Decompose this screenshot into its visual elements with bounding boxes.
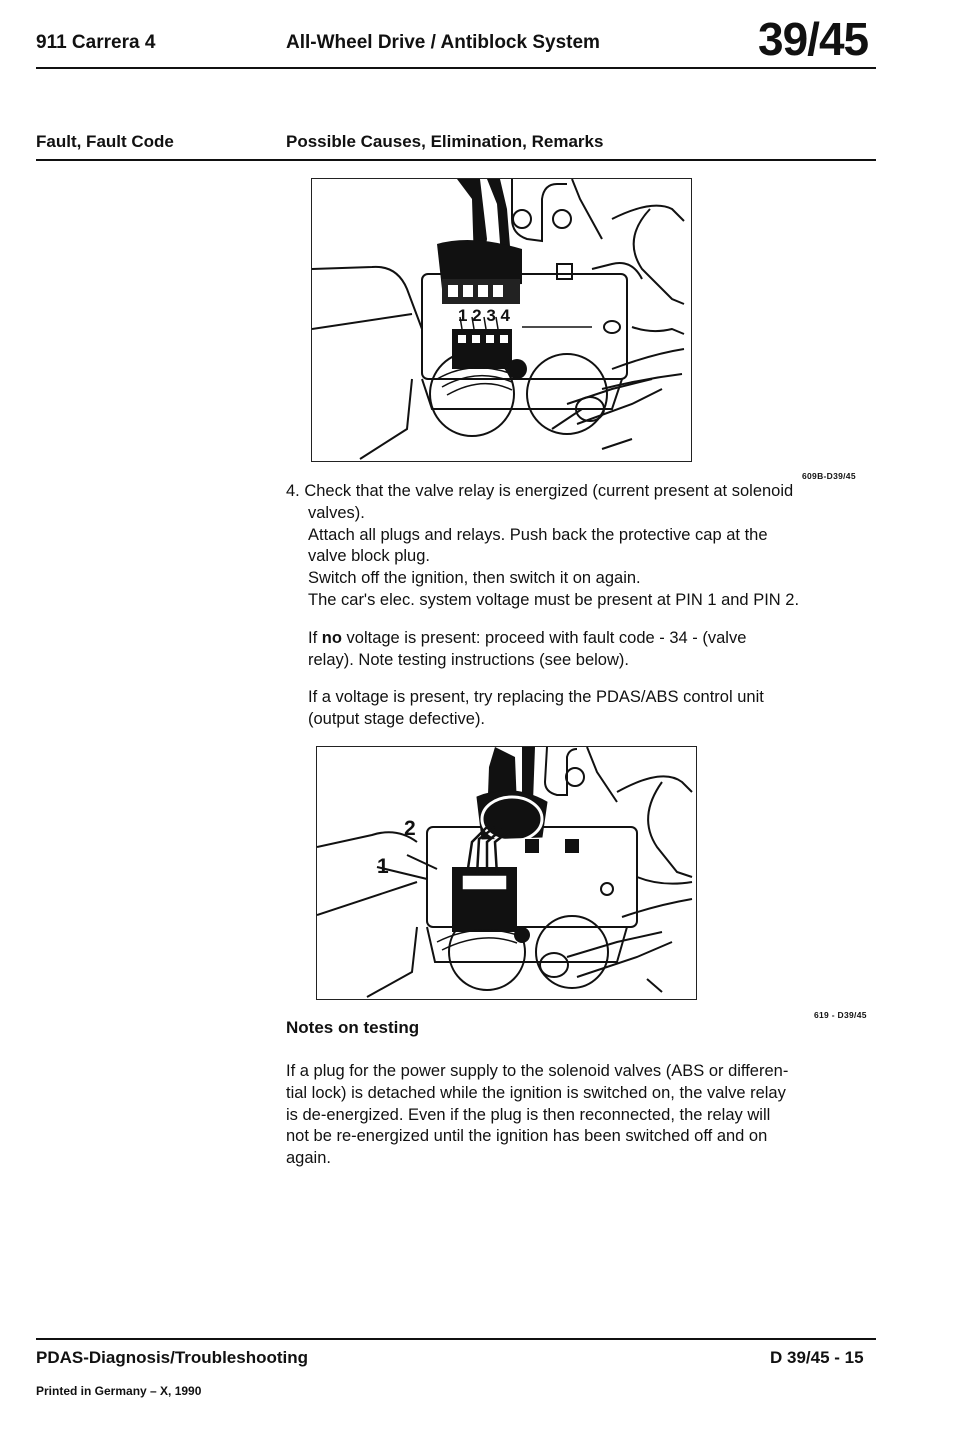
step-4-line: Attach all plugs and relays. Push back the protective cap at the [308,525,768,544]
notes-line: again. [286,1149,331,1168]
figure2-code: 619 - D39/45 [814,1010,867,1020]
no-voltage-rest: voltage is present: proceed with fault code - 34 - (valve [341,628,747,647]
footer-page-number: D 39/45 - 15 [770,1348,864,1367]
callout-2: 2 [404,817,416,840]
step-4-line: The car's elec. system voltage must be present at PIN 1 and PIN 2. [308,590,800,609]
no-voltage-prefix: If [308,628,322,647]
header-model: 911 Carrera 4 [36,32,156,53]
callout-1: 1 [377,855,389,878]
footer-rule [36,1338,876,1340]
no-emphasis: no [321,628,342,647]
column-heading-causes: Possible Causes, Elimination, Remarks [286,132,604,151]
footer-printed-note: Printed in Germany – X, 1990 [36,1384,202,1398]
valve-block-plug-illustration [312,179,691,461]
header-section-title: All-Wheel Drive / Antiblock System [286,32,600,53]
connector-test-illustration [317,747,696,999]
notes-line: tial lock) is detached while the ignition is switched on, the valve relay [286,1083,786,1102]
notes-heading: Notes on testing [286,1018,420,1037]
column-heading-rule [36,159,876,161]
step-4-line: valve block plug. [308,547,430,566]
pin-number-labels: 1 2 3 4 [458,306,510,325]
voltage-present-line1: If a voltage is present, try replacing the PDAS/ABS control unit [308,688,764,707]
notes-paragraph [286,1061,886,1170]
footer-title: PDAS-Diagnosis/Troubleshooting [36,1348,309,1367]
column-heading-fault: Fault, Fault Code [36,132,174,151]
figure1-code: 609B-D39/45 [802,471,856,481]
no-voltage-instruction [286,628,886,650]
step-4-line: 4. Check that the valve relay is energized (current present at solenoid [286,482,794,500]
notes-line: is de-energized. Even if the plug is then reconnected, the relay will [286,1105,771,1124]
figure-valve-block-plug [311,178,692,462]
notes-line: If a plug for the power supply to the solenoid valves (ABS or differen- [286,1062,789,1080]
step-4-line: valves). [308,503,365,522]
header-rule [36,67,876,69]
step-4-block [286,481,886,731]
voltage-present-line2: (output stage defective). [308,710,486,729]
notes-line: not be re-energized until the ignition has been switched off and on [286,1127,768,1146]
step-4-line: Switch off the ignition, then switch it on again. [308,569,641,588]
no-voltage-instruction-line2: relay). Note testing instructions (see below). [308,650,629,669]
header-page-ref: 39/45 [758,13,869,65]
figure-connector-test [316,746,697,1000]
